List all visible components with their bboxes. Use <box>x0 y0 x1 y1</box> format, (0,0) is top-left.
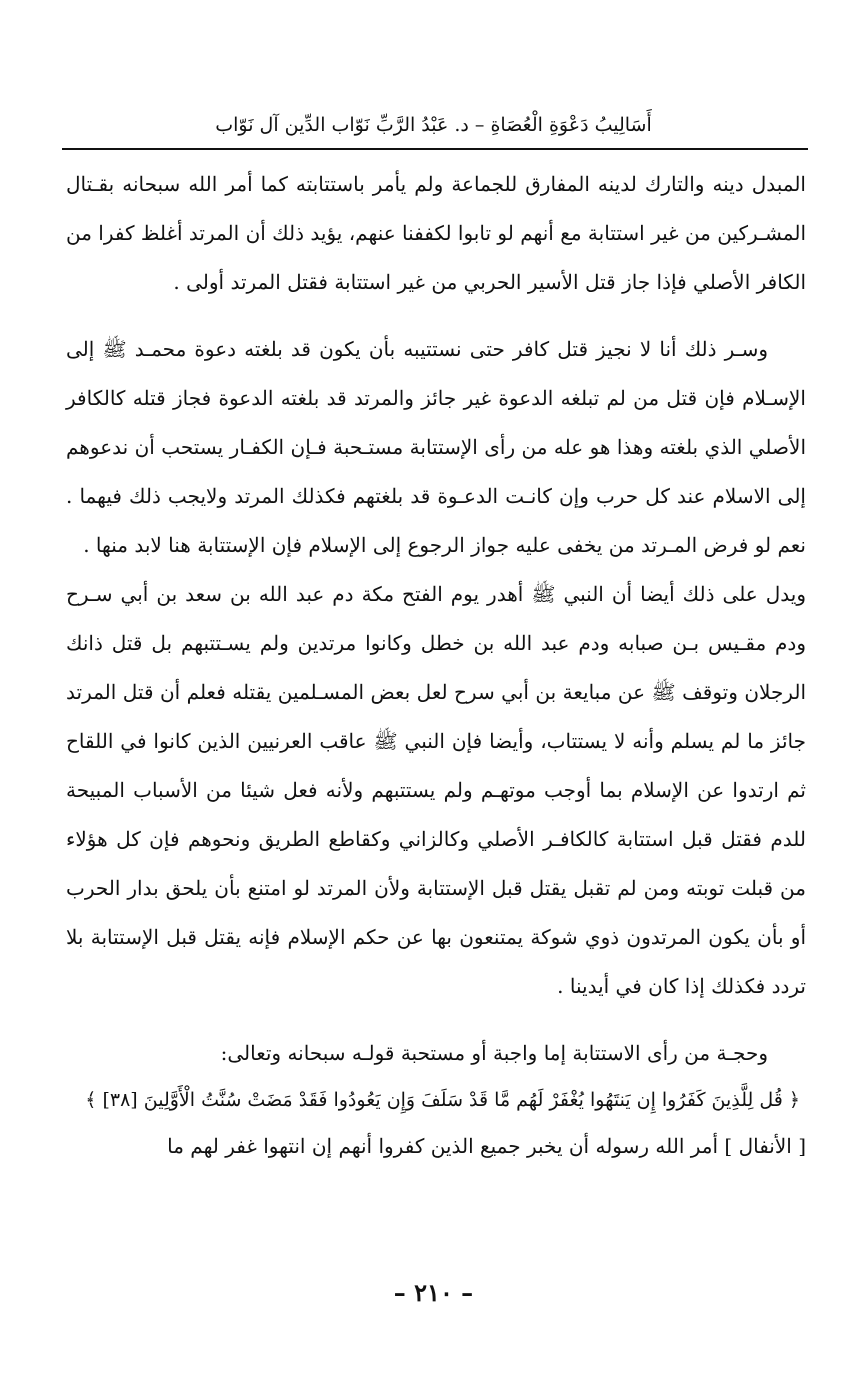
running-header: أَسَالِيبُ دَعْوَةِ الْعُصَاةِ – د. عَبْدُ الرَّبِّ نَوّاب الدِّين آل نَوّاب <box>215 114 652 136</box>
paragraph: المبدل دينه والتارك لدينه المفارق للجماعة ولم يأمر باستتابته كما أمر الله سبحانه بقـتال المشـركين من غير استتابة مع أنهم لو تابوا لكففنا عنهم، يؤيد ذلك أن المرتد أغلظ كفرا من الكافر الأصلي فإذا جاز قتل الأسير الحربي من غير استتابة فقتل المرتد أولى . <box>66 172 806 294</box>
verse-open-bracket: ﴿ <box>788 1089 800 1111</box>
verse-text: قُل لِلَّذِينَ كَفَرُوا إِن يَنتَهُوا يُغْفَرْ لَهُم مَّا قَدْ سَلَفَ وَإِن يَعُودُوا فَقَدْ مَضَتْ سُنَّتُ الْأَوَّلِينَ <box>143 1089 783 1111</box>
quran-verse <box>66 1078 806 1122</box>
verse-number: [٣٨] <box>102 1089 138 1111</box>
paragraph-spacer <box>66 1011 806 1029</box>
paragraph: وحجـة من رأى الاستتابة إما واجبة أو مستحبة قولـه سبحانه وتعالى: <box>220 1041 768 1065</box>
paragraph: [ الأنفال ] أمر الله رسوله أن يخبر جميع الذين كفروا أنهم إن انتهوا غفر لهم ما <box>167 1134 806 1158</box>
body-text <box>66 160 806 1171</box>
paragraph-spacer <box>66 307 806 325</box>
page-number: – ٢١٠ – <box>393 1278 474 1307</box>
header-divider <box>62 148 808 150</box>
verse-close-bracket: ﴾ <box>85 1089 97 1111</box>
paragraph: وسـر ذلك أنا لا نجيز قتل كافر حتى نستتيبه بأن يكون قد بلغته دعوة محمـد ﷺ إلى الإسـلام فإن قتل من لم تبلغه الدعوة غير جائز والمرتد قد بلغته الدعوة فجاز قتله كالكافر الأصلي الذي بلغته وهذا هو عله من رأى الإستتابة مستـحبة فـإن الكفـار يستحب أن ندعوهم إلى الاسلام عند كل حرب وإن كانـت الدعـوة قد بلغتهم فكذلك المرتد ولايجب ذلك فيهما . نعم لو فرض المـرتد من يخفى عليه جواز الرجوع إلى الإسلام فإن الإستتابة هنا لابد منها . <box>66 337 806 557</box>
paragraph: ويدل على ذلك أيضا أن النبي ﷺ أهدر يوم الفتح مكة دم عبد الله بن سعد بن أبي سـرح ودم مقـيس بـن صبابه ودم عبد الله بن خطل وكانوا مرتدين ولم يسـتتبهم بل قتل ذانك الرجلان وتوقف ﷺ عن مبايعة بن أبي سرح لعل بعض المسـلمين يقتله فعلم أن قتل المرتد جائز ما لم يسلم وأنه لا يستتاب، وأيضا فإن النبي ﷺ عاقب العرنيين الذين كانوا في اللقاح ثم ارتدوا عن الإسلام بما أوجب موتهـم ولم يستتبهم ولأنه فعل شيئا من الأسباب المبيحة للدم فقتل قبل استتابة كالكافـر الأصلي وكالزاني وكقاطع الطريق ونحوهم فإن كل هؤلاء من قبلت توبته ومن لم تقبل يقتل قبل الإستتابة ولأن المرتد لو امتنع بأن يلحق بدار الحرب أو بأن يكون المرتدون ذوي شوكة يمتنعون بها عن حكم الإسلام فإنه يقتل قبل الإستتابة بلا تردد فكذلك إذا كان في أيدينا . <box>66 582 806 998</box>
